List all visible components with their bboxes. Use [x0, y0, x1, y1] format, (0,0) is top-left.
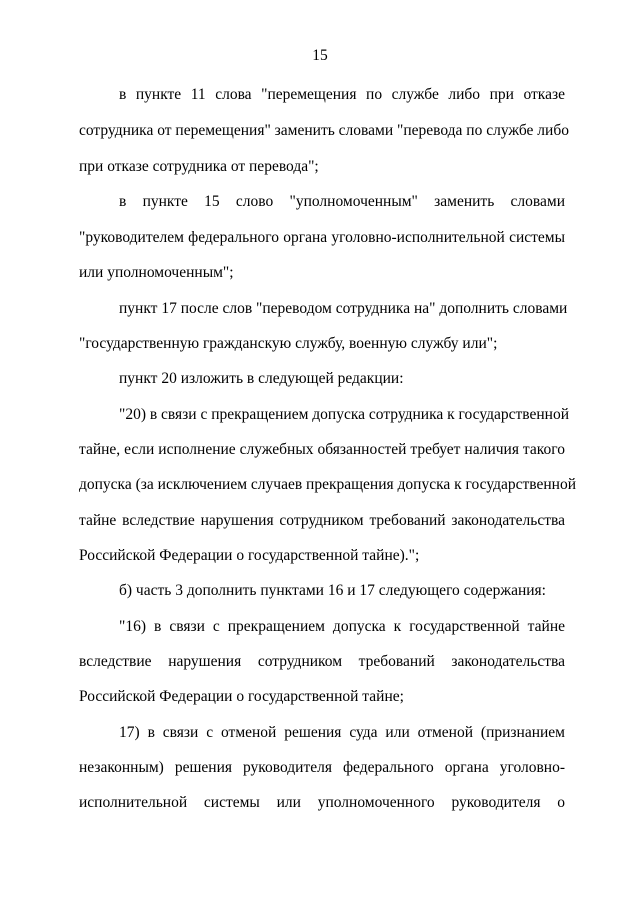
text-line: пункт 17 после слов "переводом сотрудника на" дополнить словами — [119, 300, 568, 317]
text-line: "руководителем федерального органа уголовно-исполнительной системы — [79, 229, 565, 246]
text-line: тайне вследствие нарушения сотрудником требований законодательства — [79, 512, 565, 529]
text-line: Российской Федерации о государственной тайне; — [79, 688, 404, 705]
text-line: 17) в связи с отменой решения суда или отменой (признанием — [119, 724, 565, 741]
text-line: исполнительной системы или уполномоченного руководителя о — [79, 794, 565, 811]
text-line: незаконным) решения руководителя федерального органа уголовно- — [79, 759, 565, 776]
text-line: "16) в связи с прекращением допуска к государственной тайне — [119, 618, 565, 635]
text-line: при отказе сотрудника от перевода"; — [79, 158, 319, 175]
text-line: в пункте 11 слова "перемещения по службе либо при отказе — [119, 86, 565, 103]
text-line: в пункте 15 слово "уполномоченным" заменить словами — [119, 193, 565, 210]
text-line: тайне, если исполнение служебных обязанностей требует наличия такого — [79, 441, 565, 458]
page-number: 15 — [312, 47, 328, 64]
text-line: или уполномоченным"; — [79, 264, 234, 281]
text-line: "20) в связи с прекращением допуска сотрудника к государственной — [119, 406, 569, 423]
text-line: сотрудника от перемещения" заменить словами "перевода по службе либо — [79, 122, 569, 139]
text-line: пункт 20 изложить в следующей редакции: — [119, 370, 404, 387]
text-line: допуска (за исключением случаев прекращения допуска к государственной — [79, 476, 576, 493]
text-line: Российской Федерации о государственной тайне)."; — [79, 547, 420, 564]
text-line: "государственную гражданскую службу, военную службу или"; — [79, 335, 498, 352]
text-line: вследствие нарушения сотрудником требований законодательства — [79, 653, 565, 670]
text-line: б) часть 3 дополнить пунктами 16 и 17 следующего содержания: — [119, 582, 546, 599]
